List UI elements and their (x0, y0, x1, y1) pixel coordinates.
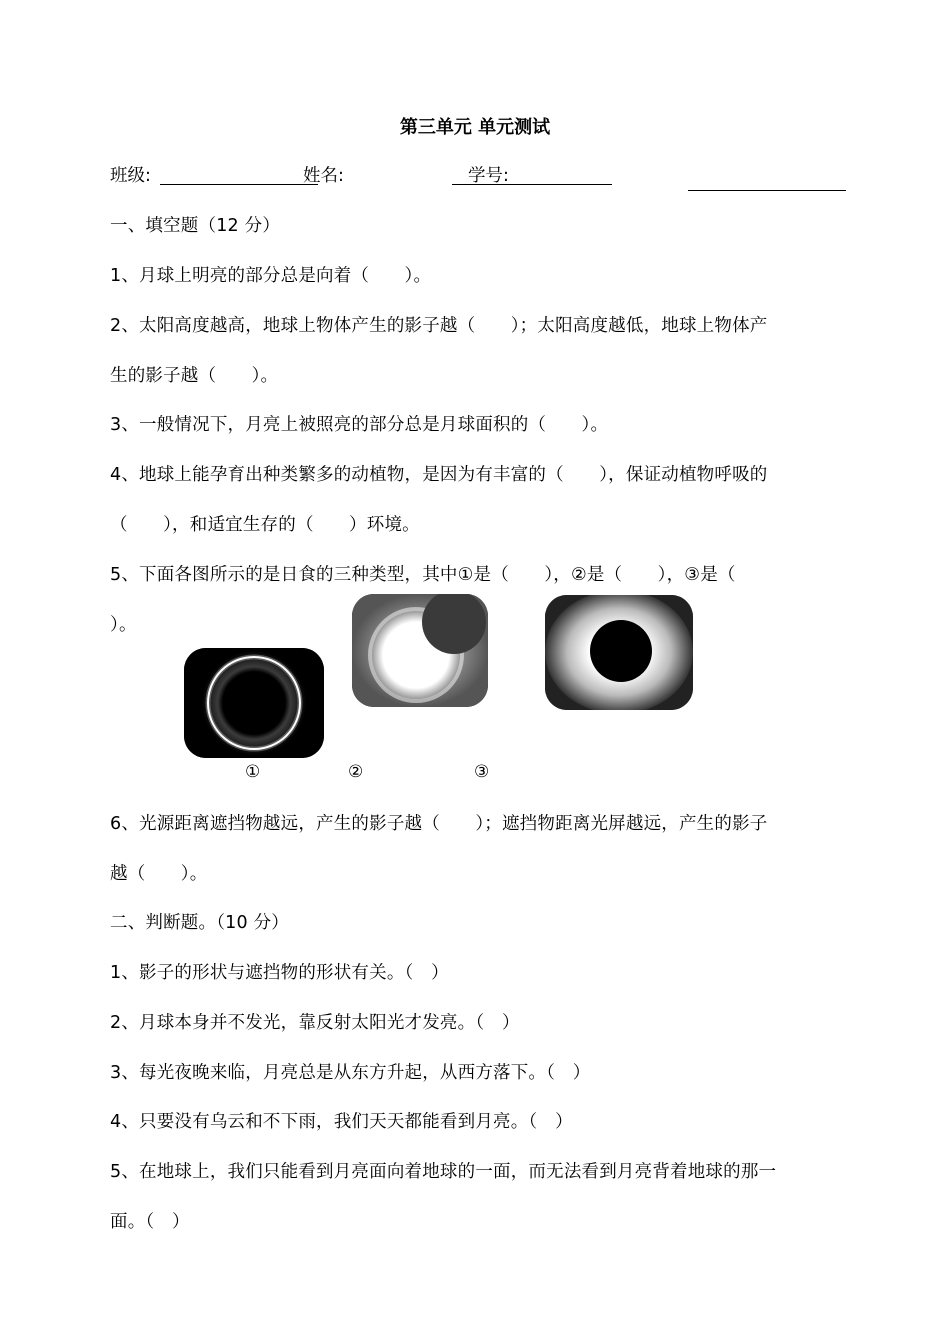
question-1-5-line2: ）。 (110, 615, 137, 635)
question-2-2: 2、月球本身并不发光，靠反射太阳光才发亮。（ ） (110, 1013, 520, 1033)
image-label-2: ② (348, 762, 364, 782)
question-1-3: 3、一般情况下，月亮上被照亮的部分总是月球面积的（ ）。 (110, 415, 609, 435)
question-2-1: 1、影子的形状与遮挡物的形状有关。（ ） (110, 963, 449, 983)
name-label: 姓名: (303, 166, 344, 186)
section2-heading: 二、判断题。（10 分） (110, 913, 289, 933)
id-label: 学号: (468, 166, 509, 186)
page-title: 第三单元 单元测试 (399, 117, 551, 138)
section1-heading: 一、填空题（12 分） (110, 216, 281, 236)
question-1-1: 1、月球上明亮的部分总是向着（ ）。 (110, 266, 432, 286)
question-1-5-line1: 5、下面各图所示的是日食的三种类型，其中①是（ ），②是（ ），③是（ (110, 565, 736, 585)
id-field-line[interactable] (688, 190, 846, 191)
question-2-3: 3、每光夜晚来临，月亮总是从东方升起，从西方落下。（ ） (110, 1063, 591, 1083)
question-1-4-line2: （ ），和适宜生存的（ ）环境。 (110, 515, 420, 535)
question-2-4: 4、只要没有乌云和不下雨，我们天天都能看到月亮。（ ） (110, 1112, 573, 1132)
question-1-6-line2: 越（ ）。 (110, 864, 208, 884)
class-label: 班级: (110, 166, 151, 186)
question-1-2-line2: 生的影子越（ ）。 (110, 366, 279, 386)
image-label-1: ① (245, 762, 261, 782)
annular-eclipse-image (184, 648, 324, 758)
question-2-5-line2: 面。（ ） (110, 1212, 190, 1232)
class-field-line[interactable] (160, 184, 318, 185)
question-1-4-line1: 4、地球上能孕育出种类繁多的动植物，是因为有丰富的（ ），保证动植物呼吸的 (110, 465, 768, 485)
total-eclipse-image (545, 595, 693, 710)
image-label-3: ③ (474, 762, 490, 782)
question-2-5-line1: 5、在地球上，我们只能看到月亮面向着地球的一面，而无法看到月亮背着地球的那一 (110, 1162, 777, 1182)
question-1-6-line1: 6、光源距离遮挡物越远，产生的影子越（ ）；遮挡物距离光屏越远，产生的影子 (110, 814, 768, 834)
question-1-2-line1: 2、太阳高度越高，地球上物体产生的影子越（ ）；太阳高度越低，地球上物体产 (110, 316, 768, 336)
partial-eclipse-image (352, 594, 488, 707)
